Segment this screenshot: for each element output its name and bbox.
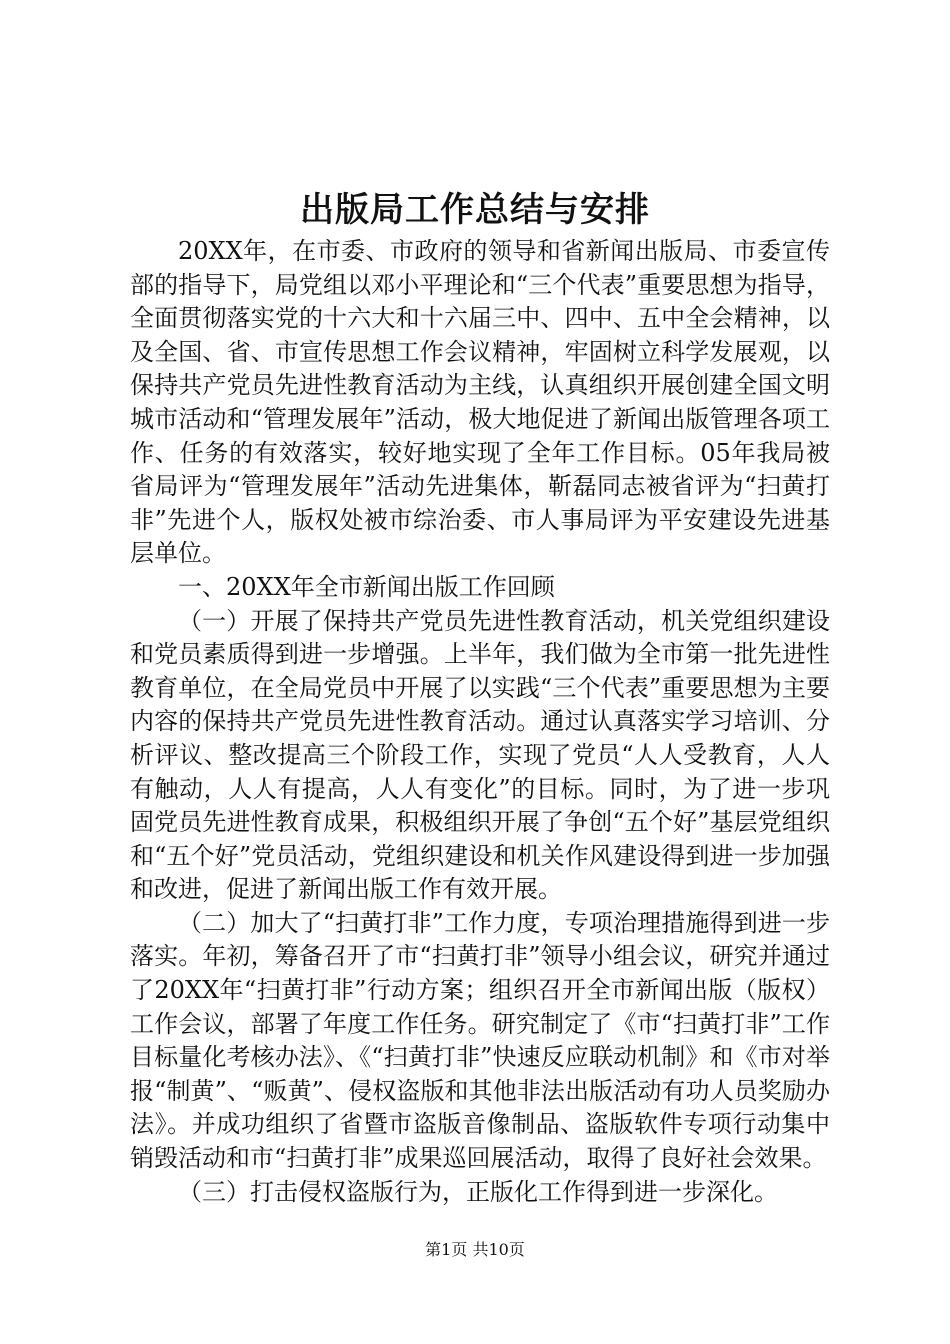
paragraph-item-1: （一）开展了保持共产党员先进性教育活动，机关党组织建设和党员素质得到进一步增强。上半年，我们做为全市第一批先进性教育单位，在全局党员中开展了以实践“三个代表”重要思想为主要内容的保持共产党员先进性教育活动。通过认真落实学习培训、分析评议、整改提高三个阶段工作，实现了党员“人人受教育，人人有触动，人人有提高，人人有变化”的目标。同时，为了进一步巩固党员先进性教育成果，积极组织开展了争创“五个好”基层党组织和“五个好”党员活动，党组织建设和机关作风建设得到进一步加强和改进，促进了新闻出版工作有效开展。 (130, 606, 830, 904)
paragraph-item-3: （三）打击侵权盗版行为，正版化工作得到进一步深化。 (178, 1177, 778, 1206)
paragraph-item-2: （二）加大了“扫黄打非”工作力度，专项治理措施得到进一步落实。年初，筹备召开了市“扫黄打非”领导小组会议，研究并通过了20XX年“扫黄打非”行动方案；组织召开全市新闻出版（版权）工作会议，部署了年度工作任务。研究制定了《市“扫黄打非”工作目标量化考核办法》、《“扫黄打非”快速反应联动机制》和《市对举报“制黄”、“贩黄”、侵权盗版和其他非法出版活动有功人员奖励办法》。并成功组织了省暨市盗版音像制品、盗版软件专项行动集中销毁活动和市“扫黄打非”成果巡回展活动，取得了良好社会效果。 (130, 908, 830, 1173)
document-body (130, 235, 830, 1209)
page-footer: 第1页 共10页 (425, 1240, 525, 1259)
document-title: 出版局工作总结与安排 (300, 190, 650, 230)
section-heading-review: 一、20XX年全市新闻出版工作回顾 (178, 572, 555, 601)
paragraph-intro: 20XX年，在市委、市政府的领导和省新闻出版局、市委宣传部的指导下，局党组以邓小平理论和“三个代表”重要思想为指导，全面贯彻落实党的十六大和十六届三中、四中、五中全会精神，以及全国、省、市宣传思想工作会议精神，牢固树立科学发展观，以保持共产党员先进性教育活动为主线，认真组织开展创建全国文明城市活动和“管理发展年”活动，极大地促进了新闻出版管理各项工作、任务的有效落实，较好地实现了全年工作目标。05年我局被省局评为“管理发展年”活动先进集体，靳磊同志被省评为“扫黄打非”先进个人，版权处被市综治委、市人事局评为平安建设先进基层单位。 (130, 237, 830, 568)
